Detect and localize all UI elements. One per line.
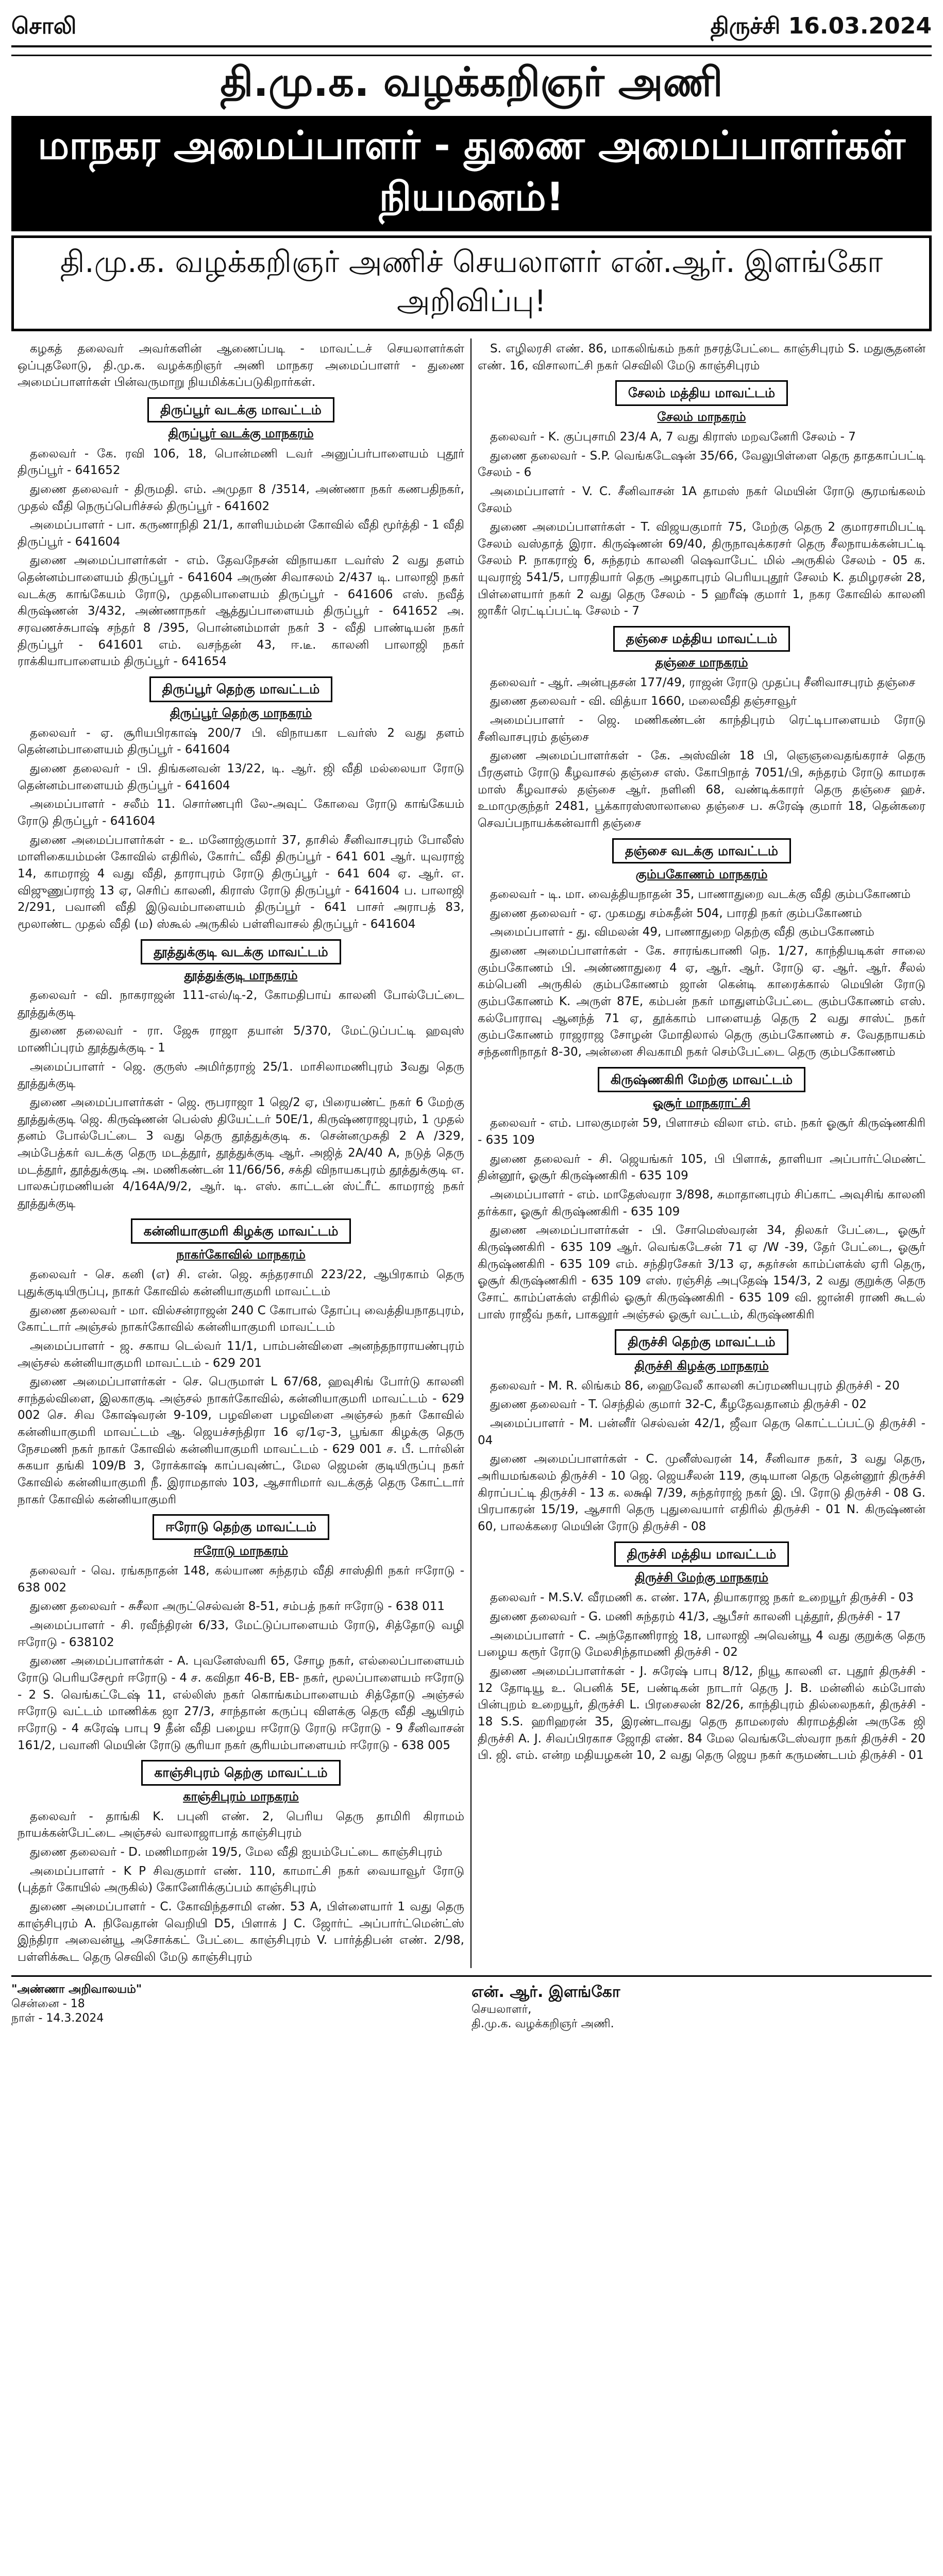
appointment-entry: அமைப்பாளர் - எம். மாதேஸ்வரா 3/898, சுமாதானபுரம் சிப்காட் அவுசிங் காலனி தர்க்கா, ஓசூர் கிருஷ்ணகிரி - 635 109	[478, 1188, 925, 1218]
headline-sub: தி.மு.க. வழக்கறிஞர் அணிச் செயலாளர் என்.ஆர். இளங்கோ அறிவிப்பு!	[11, 235, 932, 331]
city-heading: சேலம் மாநகரம்	[657, 409, 746, 424]
appointment-entry: துணை அமைப்பாளர்கள் - J. சுரேஷ் பாபு 8/12, நியூ காலனி எ. புதூர் திருச்சி - 12 தோடியூ உ. பெனிக் 5E, பண்டிகன் நாடார் தெரு J. B. மன்னில் கம்போஸ் பின்புறம் உறையூர், திருச்சி L. பிரசைலன் 82/26, காந்திபுரம் தில்லைநகர், திருச்சி - 18 S.S. ஹரிஹரன் 35, இரண்டாவது தெரு தாமரைஸ் கிராமத்தின் அருகே ஜி திருச்சி A. J. சிவப்பிரகாச ஜோதி எண். 84 மேல வெங்கடேஸ்வரா நகர் திருச்சி - 20 பி. ஜி. எம். என்ற மதியழகன் 10, 2 வது தெரு ஜெய நகர் கருமண்டபம் திருச்சி - 01	[478, 1664, 925, 1762]
district-heading: திருப்பூர் வடக்கு மாவட்டம்	[147, 397, 334, 423]
left-column	[11, 338, 472, 1968]
masthead	[11, 9, 932, 47]
appointment-entry: துணை தலைவர் - சி. ஜெயங்கர் 105, பி பிளாக், தாளியா அப்பார்ட்மெண்ட் தின்னூர், ஓசூர் கிருஷ்ணகிரி - 635 109	[478, 1152, 925, 1183]
city-heading: ஈரோடு மாநகரம்	[194, 1543, 288, 1558]
section-heading	[18, 939, 464, 985]
appointment-entry: தலைவர் - K. குப்புசாமி 23/4 A, 7 வது கிராஸ் மறவனேரி சேலம் - 7	[490, 430, 856, 444]
appointment-entry: துணை அமைப்பாளர்கள் - உ. மனோஜ்குமார் 37, தாசில் சீனிவாசபுரம் போலீஸ் மாளிகையம்மன் கோவில் எதிரில், கோர்ட் வீதி திருப்பூர் - 641 601 ஆர். யுவராஜ் 14, காமராஜ் 4 வது வீதி, தாராபுரம் ரோடு திருப்பூர் - 641 604 ஏ. ஆர். எ. விஜுணுப்ராஜ் 13 ஏ, செரிப் காலனி, கிராஸ் ரோடு திருப்பூர் - 641604 ப. பாலாஜி 2/291, பவானி வீதி இடுவம்பாளையம் திருப்பூர் - 641 பாசர் அராபத் 83, மூலாண்ட முதல் வீதி (ம) ஸ்கூல் அருகில் பள்ளிவாசல் திருப்பூர் - 641604	[18, 833, 464, 931]
district-heading: தஞ்சை மத்திய மாவட்டம்	[613, 626, 790, 652]
headline-org: தி.மு.க. வழக்கறிஞர் அணி	[11, 55, 932, 114]
appointment-entry: துணை தலைவர் - வி. வித்யா 1660, மலைவீதி தஞ்சாவூர்	[490, 694, 797, 708]
district-heading: திருச்சி மத்திய மாவட்டம்	[614, 1541, 789, 1567]
city-heading: காஞ்சிபுரம் மாநகரம்	[183, 1789, 299, 1804]
appointment-entry: அமைப்பாளர் - C. அந்தோணிராஜ் 18, பாலாஜி அவென்யூ 4 வது குறுக்கு தெரு பழைய கரூர் ரோடு மேலசிந்தாமணி திருச்சி - 02	[478, 1629, 925, 1659]
office-city: சென்னை - 18	[11, 1997, 85, 2010]
continued-entry: S. எழிலரசி எண். 86, மாகலிங்கம் நகர் நசரத்பேட்டை காஞ்சிபுரம் S. மதுசூதனன் எண். 16, விசாலாட்சி நகர் செவிலி மேடு காஞ்சிபுரம்	[478, 342, 925, 372]
appointment-entry: துணை அமைப்பாளர்கள் - ஜெ. ரூபராஜா 1 ஜெ/2 ஏ, பிரையண்ட் நகர் 6 மேற்கு தூத்துக்குடி ஜெ. கிருஷ்ணன் பெல்ஸ் தியேட்டர் 50E/1, கிருஷ்ணராஜபுரம், 1 முதல் தனம் போல்பேட்டை 3 வது தெரு தூத்துக்குடி க. சென்னமுசுதி 2 A /329, அம்பேத்கர் வடக்கு தெரு மடத்தூர், தூத்துக்குடி ஆர். அஜித் 2A/40 A, நடுத் தெரு மடத்தூர், தூத்துக்குடி அ. மணிகண்டன் 11/66/56, சக்தி விநாயகபுரம் தூத்துக்குடி எ. பாலசுப்ரமணியன் 4/164A/9/2, ஆர். டி. எஸ். காட்டன் ஸ்ட்ரீட் காமராஜ் நகர் தூத்துக்குடி	[18, 1096, 464, 1210]
article-body	[11, 338, 932, 1968]
appointment-entry: துணை அமைப்பாளர்கள் - கே. சாரங்கபாணி நெ. 1/27, காந்தியடிகள் சாலை கும்பகோணம் பி. அண்ணாதுரை 4 ஏ, ஆர். ஆர். ரோடு ஏ. ஆர். ஆர். சீலல் கம்பெனி அருகில் கும்பகோணம் ஜான் கென்டி காரைக்கால் மெயின் ரோடு கும்பகோணம் K. அருள் 87E, கம்பன் நகர் மாதுளம்பேட்டை கும்பகோணம் எஸ். கல்போராவு ஆனந்த் 71 ஏ, தூக்காம் பாளையத் தெரு 2 வது சாஸ்ட் நகர் கும்பகோணம் ராஜராஜ சோழன் மோதிலால் தெரு கும்பகோணம் ச. வேதநாயகம் சந்தனரிநாதர் 8-30, அன்னை சிவகாமி நகர் செம்பேட்டை தெரு கும்பகோணம்	[478, 944, 925, 1059]
district-heading: ஈரோடு தெற்கு மாவட்டம்	[153, 1514, 329, 1540]
appointment-entry: துணை அமைப்பாளர்கள் - C. முனீஸ்வரன் 14, சீனிவாச நகர், 3 வது தெரு, அரியமங்கலம் திருச்சி - 10 ஜெ. ஜெயசீலன் 119, குடியான தெரு தென்னூர் திருச்சி கிராப்பட்டி திருச்சி - 13 க. லக்ஷி 7/39, சுந்தர்ராஜ் நகர் இ. பி. ரோடு திருச்சி - 08 G. பிரபாகரன் 15/19, ஆசாரி தெரு புதுவையார் எதிரில் திருச்சி - 01 N. கிருஷ்ணன் 60, பாலக்கரை மெயின் ரோடு திருச்சி - 08	[478, 1452, 925, 1534]
appointment-entry: அமைப்பாளர் - பா. கருணாநிதி 21/1, காளியம்மன் கோவில் வீதி மூர்த்தி - 1 வீதி திருப்பூர் - 641604	[18, 518, 464, 549]
appointment-entry: தலைவர் - வி. நாகராஜன் 111-எல்/டி-2, கோமதிபாய் காலனி போல்பேட்டை தூத்துக்குடி	[18, 989, 464, 1019]
appointment-entry: துணை தலைவர் - ரா. ஜேசு ராஜா தயான் 5/370, மேட்டுப்பட்டி ஹவுஸ் மாணிப்புரம் தூத்துக்குடி - 1	[18, 1024, 464, 1055]
appointment-entry: துணை அமைப்பாளர்கள் - T. விஜயகுமார் 75, மேற்கு தெரு 2 குமாரசாமிபட்டி சேலம் வஸ்தாத் இரா. கிருஷ்ணன் 69/40, திருநாவுக்கரசர் தெரு சீலநாயக்கன்பட்டி சேலம் P. நாகராஜ் 6, சுந்தரம் காலனி ஷெவாபேட் மில் அருகில் சேலம் - 05 க. யுவராஜ் 541/5, பாரதியார் தெரு அழகாபுரம் பெரியபுதூர் சேலம் K. தமிழரசன் 28, பிள்ளையார் நகர் 2 வது தெரு சேலம் - 5 ஹரீஷ் குமார் 1, நகர கோவில் காலனி ஜாகீர் ரெட்டிப்பட்டி சேலம் - 7	[478, 520, 925, 618]
appointment-entry: அமைப்பாளர் - ஜெ. குருஸ் அமிர்தராஜ் 25/1. மாசிலாமணிபுரம் 3வது தெரு தூத்துக்குடி	[18, 1060, 464, 1091]
appointment-entry: தலைவர் - எம். பாலகுமரன் 59, பிளாசம் விலா எம். எம். நகர் ஓசூர் கிருஷ்ணகிரி - 635 109	[478, 1116, 925, 1147]
signoff	[11, 1975, 932, 2032]
district-heading: தஞ்சை வடக்கு மாவட்டம்	[612, 838, 791, 864]
section-heading	[18, 1218, 464, 1264]
city-heading: ஓசூர் மாநகராட்சி	[652, 1096, 751, 1111]
publication-name: சொலி	[11, 12, 77, 39]
section-heading	[478, 380, 925, 426]
appointment-entry: தலைவர் - டி. மா. வைத்தியநாதன் 35, பாணாதுறை வடக்கு வீதி கும்பகோணம்	[490, 888, 911, 902]
signatory-title: செயலாளர்,	[472, 2003, 532, 2016]
appointment-entry: அமைப்பாளர் - M. பன்னீர் செல்வன் 42/1, ஜீவா தெரு கொட்டப்பட்டு திருச்சி - 04	[478, 1417, 925, 1447]
appointment-entry: அமைப்பாளர் - K P சிவகுமார் எண். 110, காமாட்சி நகர் வையாவூர் ரோடு (புத்தர் கோயில் அருகில்) கோனேரிக்குப்பம் காஞ்சிபுரம்	[18, 1864, 464, 1895]
appointment-entry: அமைப்பாளர் - சலீம் 11. சொர்ணபுரி லே-அவுட் கோவை ரோடு காங்கேயம் ரோடு திருப்பூர் - 641604	[18, 798, 464, 828]
office-name: "அண்ணா அறிவாலயம்"	[11, 1982, 142, 1996]
city-heading: தஞ்சை மாநகரம்	[655, 655, 748, 670]
section-heading	[478, 626, 925, 671]
appointment-entry: துணை தலைவர் - மா. வில்சன்ராஜன் 240 C கோபால் தோப்பு வைத்தியநாதபுரம், கோட்டார் அஞ்சல் நாகர்கோவில் கன்னியாகுமரி மாவட்டம்	[18, 1303, 464, 1334]
appointment-entry: அமைப்பாளர் - ஜெ. மணிகண்டன் காந்திபுரம் ரெட்டிபாளையம் ரோடு சீனிவாசபுரம் தஞ்சை	[478, 714, 925, 744]
section-heading	[478, 1329, 925, 1375]
appointment-entry: துணை தலைவர் - S.P. வெங்கடேஷன் 35/66, வேலுபிள்ளை தெரு தாதகாப்பட்டி சேலம் - 6	[478, 449, 925, 480]
section-heading	[18, 397, 464, 443]
appointment-entry: அமைப்பாளர் - V. C. சீனிவாசன் 1A தாமஸ் நகர் மெயின் ரோடு சூரமங்கலம் சேலம்	[478, 484, 925, 515]
appointment-entry: துணை தலைவர் - G. மணி சுந்தரம் 41/3, ஆபீசர் காலனி புத்தூர், திருச்சி - 17	[490, 1609, 901, 1623]
right-column	[472, 338, 932, 1968]
appointment-entry: துணை தலைவர் - T. செந்தில் குமார் 32-C, கீழதேவதானம் திருச்சி - 02	[490, 1398, 867, 1412]
city-heading: திருப்பூர் வடக்கு மாநகரம்	[168, 426, 314, 441]
appointment-entry: தலைவர் - வெ. ரங்கநாதன் 148, கல்யாண சுந்தரம் வீதி சாஸ்திரி நகர் ஈரோடு - 638 002	[18, 1564, 464, 1595]
appointment-entry: தலைவர் - M.S.V. வீரமணி க. எண். 17A, தியாகராஜ நகர் உறையூர் திருச்சி - 03	[490, 1591, 914, 1605]
appointment-entry: அமைப்பாளர் - து. விமலன் 49, பாணாதுறை தெற்கு வீதி கும்பகோணம்	[490, 925, 874, 939]
appointment-entry: துணை தலைவர் - ஏ. முகமது சம்சுதீன் 504, பாரதி நகர் கும்பகோணம்	[490, 906, 862, 920]
appointment-entry: துணை அமைப்பாளர்கள் - செ. பெருமாள் L 67/68, ஹவுசிங் போர்டு காலனி சாந்தல்விளை, இலகாகுடி அஞ்சல் நாகர்கோவில், கன்னியாகுமரி மாவட்டம் - 629 002 செ. சிவ கோஷ்வரன் 9-109, பழவிளை பழவிளை அஞ்சல் நகர் கோவில் கன்னியாகுமரி மாவட்டம் ஆ. ஜெயச்சந்திரா 16 ஏ/1ஏ-3, பூங்கா கிழக்கு தெரு நேசமணி நகர் நாகர் கோவில் கன்னியாகுமரி மாவட்டம் - 629 001 ச. பீ. டார்லின் சுகயா தங்கி 109/B 3, ரோக்காஷ் காப்பவுண்ட், மேல ஜெமன் குடியிருப்பு நகர் கோவில் கன்னியாகுமரி நீ. இராமதாஸ் 103, ஆசாரிமார் வடக்குத் தெரு கோட்டார் நாகர் கோவில் கன்னியாகுமரி	[18, 1375, 464, 1506]
appointment-entry: துணை அமைப்பாளர்கள் - A. புவனேஸ்வரி 65, சோழ நகர், எல்லைப்பாளையம் ரோடு பெரியசேமூர் ஈரோடு - 4 ச. கவிதா 46-B, EB- நகர், மூலப்பாளையம் ஈரோடு - 2 S. வெங்கட்டேஷ் 11, எல்லிஸ் நகர் கொங்கம்பாளையம் சித்தோடு அஞ்சல் ஈரோடு வட்டம் மாணிக்க ஜா 27/3, சாந்தான் கருப்பு விளக்கு தெரு வீதி ஆயிரம் ஈரோடு - 4 சுரேஷ் பாபு 9 தீன் வீதி பழைய ஈரோடு ரோடு ஈரோடு - 9 சீனிவாசன் 161/2, பவானி மெயின் ரோடு சூரியா நகர் சூரியம்பாளையம் ஈரோடு - 638 005	[18, 1654, 464, 1752]
section-heading	[18, 1514, 464, 1560]
city-heading: கும்பகோணம் மாநகரம்	[635, 867, 768, 882]
city-heading: திருப்பூர் தெற்கு மாநகரம்	[170, 705, 312, 720]
section-heading	[18, 676, 464, 722]
section-heading	[18, 1760, 464, 1805]
dateline: திருச்சி 16.03.2024	[710, 12, 932, 39]
section-heading	[478, 838, 925, 884]
appointment-entry: அமைப்பாளர் - சி. ரவீந்திரன் 6/33, மேட்டுப்பாளையம் ரோடு, சித்தோடு வழி ஈரோடு - 638102	[18, 1618, 464, 1649]
district-heading: சேலம் மத்திய மாவட்டம்	[615, 380, 788, 406]
city-heading: தூத்துக்குடி மாநகரம்	[184, 968, 298, 983]
appointment-entry: தலைவர் - M. R. லிங்கம் 86, ஹைவேலீ காலனி சுப்ரமணியபுரம் திருச்சி - 20	[490, 1379, 900, 1393]
section-heading	[478, 1541, 925, 1587]
district-heading: காஞ்சிபுரம் தெற்கு மாவட்டம்	[141, 1760, 340, 1786]
district-heading: திருப்பூர் தெற்கு மாவட்டம்	[149, 676, 333, 702]
appointment-entry: துணை தலைவர் - D. மணிமாறன் 19/5, மேல வீதி ஐயம்பேட்டை காஞ்சிபுரம்	[30, 1845, 443, 1859]
district-heading: திருச்சி தெற்கு மாவட்டம்	[615, 1329, 788, 1355]
signoff-date: நாள் - 14.3.2024	[11, 2011, 104, 2025]
signatory-name: என். ஆர். இளங்கோ	[472, 1982, 620, 2001]
city-heading: நாகர்கோவில் மாநகரம்	[176, 1247, 306, 1262]
appointment-entry: துணை அமைப்பாளர்கள் - பி. சோமெஸ்வரன் 34, திலகர் பேட்டை, ஓசூர் கிருஷ்ணகிரி - 635 109 ஆர். வெங்கடேசன் 71 ஏ /W -39, தேர் பேட்டை, ஓசூர் கிருஷ்ணகிரி - 635 109 எம். சந்திரசேகர் 3/13 ஏ, சுதர்சன் காம்ப்ளக்ஸ் ஏரி தெரு, ஓசூர் கிருஷ்ணகிரி - 635 109 எஸ். ரஞ்சித் அபுதேஷ் 154/3, 2 வது குறுக்கு தெரு சோட் காம்ப்ளக்ஸ் எதிரில் ஓசூர் கிருஷ்ணகிரி - 635 109 வி. ஜான்சி ராணி கூடல் பாஸ் ராஜீவ் நகர், பாகலூர் அஞ்சல் ஓசூர் வட்டம், கிருஷ்ணகிரி	[478, 1224, 925, 1321]
appointment-entry: துணை அமைப்பாளர்கள் - எம். தேவநேசன் விநாயகா டவர்ஸ் 2 வது தளம் தென்னம்பாளையம் திருப்பூர் - 641604 அருண் சிவாசலம் 2/437 டி. பாலாஜி நகர் வடக்கு காங்கேயம் ரோடு, முதலிபாளையம் திருப்பூர் - 641606 எஸ். நவீத் கிருஷ்ணன் 3/432, அண்ணாநகர் ஆத்துப்பாளையம் திருப்பூர் - 641652 அ. சரவணச்சுபாஷ் சந்தர் 8 /395, பொன்னம்மாள் நகர் 3 - வீதி பாண்டியன் நகர் திருப்பூர் - 641601 எம். வசந்தன் 43, ஈ.டீ. காலனி பாலாஜி நகர் ராக்கியாபாளையம் திருப்பூர் - 641654	[18, 554, 464, 669]
appointment-entry: தலைவர் - செ. கனி (எ) சி. என். ஜெ. சுந்தரசாமி 223/22, ஆபிரகாம் தெரு புதுக்குடியிருப்பு, நாகர் கோவில் கன்னியாகுமரி மாவட்டம்	[18, 1268, 464, 1298]
city-heading: திருச்சி கிழக்கு மாநகரம்	[634, 1358, 769, 1373]
appointment-entry: துணை அமைப்பாளர்கள் - கே. அஸ்வின் 18 பி, ஞெஞவைதங்கராச் தெரு பீரகுளம் ரோடு கீழவாசல் தஞ்சை எஸ். கோபிநாத் 7051/பி, சுந்தரம் ரோடு காமரசு மாஸ் கீழவாசல் தஞ்சை ஆர். நளினி 68, வண்டிக்காரர் தெரு தஞ்சை ஹச். உமாமுகுந்தர் 2481, பூக்காரஸ்ஸாலாலை தஞ்சை ப. சுரேஷ் குமார் 18, தென்கரை செவப்பநாயக்கன்வாரி தஞ்சை	[478, 749, 925, 830]
intro-paragraph: கழகத் தலைவர் அவர்களின் ஆணைப்படி - மாவட்டச் செயலாளர்கள் ஒப்புதலோடு, தி.மு.க. வழக்கறிஞர் அணி மாநகர அமைப்பாளர் - துணை அமைப்பாளர்கள் பின்வருமாறு நியமிக்கப்படுகிறார்கள்.	[18, 342, 464, 389]
appointment-entry: துணை தலைவர் - திருமதி. எம். அமுதா 8 /3514, அண்ணா நகர் கணபதிநகர், முதல் வீதி நெருப்பெரிச்சல் திருப்பூர் - 641602	[18, 482, 464, 513]
appointment-entry: துணை தலைவர் - சுசீலா அருட்செல்வன் 8-51, சம்பத் நகர் ஈரோடு - 638 011	[30, 1600, 445, 1614]
district-heading: தூத்துக்குடி வடக்கு மாவட்டம்	[141, 939, 341, 965]
district-heading: கன்னியாகுமரி கிழக்கு மாவட்டம்	[131, 1218, 351, 1244]
signatory-org: தி.மு.க. வழக்கறிஞர் அணி.	[472, 2017, 614, 2030]
appointment-entry: அமைப்பாளர் - ஜ. சகாய டெல்வர் 11/1, பாம்பன்விளை அனந்தநாராயண்புரம் அஞ்சல் கன்னியாகுமரி மாவட்டம் - 629 201	[18, 1339, 464, 1370]
appointment-entry: தலைவர் - கே. ரவி 106, 18, பொன்மணி டவர் அனுப்பர்பாளையம் புதூர் திருப்பூர் - 641652	[18, 447, 464, 478]
signatory	[472, 1983, 932, 2032]
headline-main: மாநகர அமைப்பாளர் - துணை அமைப்பாளர்கள் நியமனம்!	[11, 116, 932, 231]
signoff-place	[11, 1983, 426, 2026]
appointment-entry: தலைவர் - ஆர். அன்புதசன் 177/49, ராஜன் ரோடு முதப்பு சீனிவாசபுரம் தஞ்சை	[490, 675, 916, 689]
section-heading	[478, 1067, 925, 1112]
appointment-entry: தலைவர் - தாங்கி K. பபுனி எண். 2, பெரிய தெரு தாமிரி கிராமம் நாயக்கன்பேட்டை அஞ்சல் வாலாஜாபாத் காஞ்சிபுரம்	[18, 1809, 464, 1840]
appointment-entry: துணை அமைப்பாளர் - C. கோவிந்தசாமி எண். 53 A, பிள்ளையார் 1 வது தெரு காஞ்சிபுரம் A. நிவேதான் வெறியி D5, பிளாக் J C. ஜோர்ட் அப்பார்ட்மென்ட்ஸ் இந்திரா அவைன்யூ அசோக்கட் பேட்டை காஞ்சிபுரம் V. பார்த்திபன் எண். 2/98, பள்ளிக்கூட தெரு செவிலி மேடு காஞ்சிபுரம்	[18, 1900, 464, 1964]
appointment-entry: தலைவர் - ஏ. சூரியபிரகாஷ் 200/7 பி. விநாயகா டவர்ஸ் 2 வது தளம் தென்னம்பாளையம் திருப்பூர் - 641604	[18, 726, 464, 757]
appointment-entry: துணை தலைவர் - பி. திங்கனவன் 13/22, டி. ஆர். ஜி வீதி மல்லையா ரோடு தென்னம்பாளையம் திருப்பூர் - 641604	[18, 761, 464, 792]
district-heading: கிருஷ்ணகிரி மேற்கு மாவட்டம்	[598, 1067, 805, 1093]
city-heading: திருச்சி மேற்கு மாநகரம்	[635, 1570, 768, 1585]
